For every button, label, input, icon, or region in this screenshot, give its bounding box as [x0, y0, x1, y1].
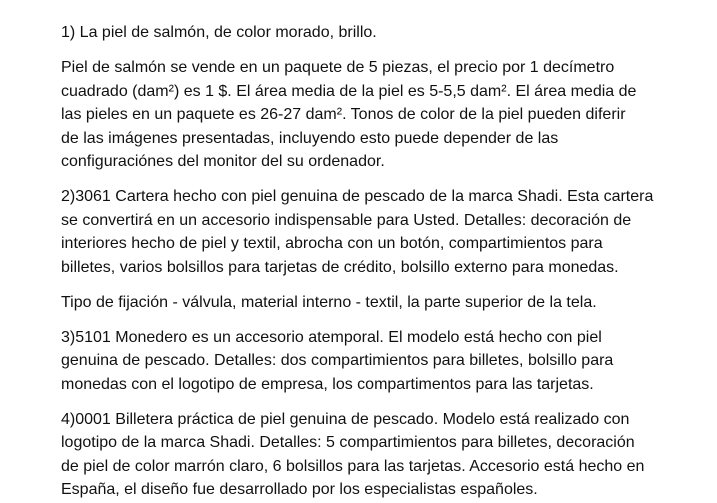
text-line: 1) La piel de salmón, de color morado, brillo. [61, 24, 377, 41]
text-line: Tipo de fijación - válvula, material interno - textil, la parte superior de la tela. [61, 293, 597, 311]
text-line: monedas con el logotipo de empresa, los compartimentos para las tarjetas. [61, 375, 594, 393]
text-line: billetes, varios bolsillos para tarjetas de crédito, bolsillo externo para monedas. [61, 258, 619, 276]
document-body [61, 21, 711, 503]
text-line: Piel de salmón se vende en un paquete de 5 piezas, el precio por 1 decímetro [61, 59, 615, 76]
text-line: genuina de pescado. Detalles: dos compartimientos para billetes, bolsillo para [61, 352, 614, 369]
paragraph-product-3-description [61, 326, 711, 397]
paragraph-product-1-title [61, 21, 711, 45]
paragraph-product-4-description [61, 408, 711, 502]
text-line: España, el diseño fue desarrollado por los especialistas españoles. [61, 481, 538, 498]
text-line: las pieles en un paquete es 26-27 dam². Tonos de color de la piel pueden diferir [61, 106, 626, 123]
paragraph-product-2-fastening [61, 291, 711, 315]
text-line: interiores hecho de piel y textil, abrocha con un botón, compartimientos para [61, 235, 603, 252]
text-line: cuadrado (dam²) es 1 $. El área media de la piel es 5-5,5 dam². El área media de [61, 82, 637, 100]
paragraph-product-2-description [61, 185, 711, 279]
text-line: se convertirá en un accesorio indispensable para Usted. Detalles: decoración de [61, 211, 632, 229]
text-line: de piel de color marrón claro, 6 bolsillos para las tarjetas. Accesorio está hecho en [61, 457, 645, 475]
paragraph-product-1-description [61, 56, 711, 174]
text-line: 2)3061 Cartera hecho con piel genuina de pescado de la marca Shadi. Esta cartera [61, 188, 654, 205]
text-line: 4)0001 Billetera práctica de piel genuina de pescado. Modelo está realizado con [61, 410, 630, 428]
text-line: de las imágenes presentadas, incluyendo esto puede depender de las [61, 129, 559, 147]
text-line: logotipo de la marca Shadi. Detalles: 5 compartimientos para billetes, decoración [61, 434, 635, 451]
text-line: 3)5101 Monedero es un accesorio atemporal. El modelo está hecho con piel [61, 328, 602, 346]
text-line: configuraciónes del monitor del su ordenador. [61, 153, 385, 170]
